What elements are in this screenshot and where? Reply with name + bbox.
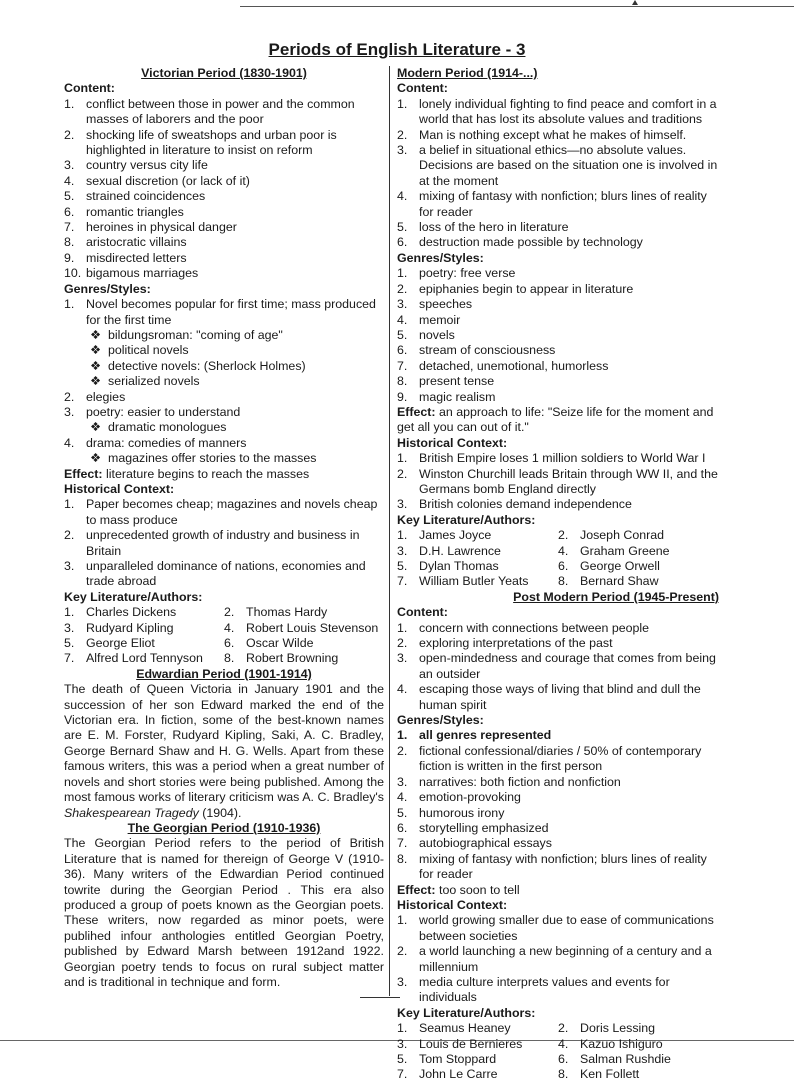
- list-item: 2. elegies: [64, 389, 126, 404]
- item-number: 8.: [397, 851, 408, 866]
- item-text: sexual discretion (or lack of it): [86, 173, 250, 188]
- list-item: [397, 1021, 558, 1036]
- item-number: 5.: [64, 189, 75, 204]
- modern-genres-label: Genres/Styles:: [397, 250, 484, 265]
- bullet-text: dramatic monologues: [108, 420, 227, 435]
- item-text: memoir: [419, 312, 461, 327]
- diamond-bullet-icon: ❖: [90, 343, 102, 358]
- list-item: [397, 1052, 558, 1067]
- list-item: [397, 775, 719, 790]
- item-text: emotion-provoking: [419, 790, 521, 805]
- list-item: [397, 621, 719, 636]
- item-text: detached, unemotional, humorless: [419, 358, 609, 373]
- list-item: 3. poetry: easier to understand: [64, 404, 241, 419]
- item-text: poetry: free verse: [419, 266, 516, 281]
- list-item: [397, 313, 719, 328]
- list-item: [64, 235, 384, 250]
- top-tick-mark: [632, 0, 638, 5]
- list-item: [397, 821, 719, 836]
- item-number: 4.: [397, 189, 408, 204]
- list-item: [64, 189, 384, 204]
- edwardian-heading: Edwardian Period (1901-1914): [136, 666, 312, 681]
- bullet-text: serialized novels: [108, 374, 200, 389]
- item-number: 1.: [397, 96, 408, 111]
- list-item: [397, 682, 719, 713]
- item-text: Robert Louis Stevenson: [246, 620, 379, 635]
- list-item: [397, 497, 719, 512]
- item-number: 2.: [558, 528, 569, 543]
- victorian-content-label: Content:: [64, 81, 115, 96]
- item-text: Joseph Conrad: [580, 528, 665, 543]
- item-number: 2.: [397, 281, 408, 296]
- item-number: 6.: [64, 204, 75, 219]
- item-number: 5.: [397, 559, 408, 573]
- item-number: 3.: [64, 559, 75, 573]
- item-number: 6.: [558, 1052, 569, 1066]
- list-item: [397, 636, 719, 651]
- item-number: 2.: [397, 127, 408, 142]
- list-item: [397, 544, 558, 559]
- list-item: [64, 128, 384, 159]
- item-number: 8.: [558, 574, 569, 589]
- list-item: [397, 266, 719, 281]
- modern-history-label: Historical Context:: [397, 435, 508, 450]
- postmodern-genres-label: Genres/Styles:: [397, 713, 484, 728]
- item-number: 3.: [397, 297, 408, 312]
- list-item: [397, 328, 719, 343]
- item-text: British colonies demand independence: [419, 497, 632, 512]
- item-text: conflict between those in power and the common masses of laborers and the poor: [86, 96, 355, 127]
- list-item: [397, 975, 719, 1006]
- item-text: exploring interpretations of the past: [419, 636, 613, 651]
- list-item: [558, 528, 719, 543]
- list-item: 1. Novel becomes popular for first time; mass produced for the first time: [64, 297, 376, 327]
- list-item: [397, 282, 719, 297]
- item-number: 10.: [64, 266, 82, 281]
- item-number: 4.: [558, 543, 569, 558]
- diamond-bullet-icon: ❖: [90, 358, 102, 373]
- georgian-heading: The Georgian Period (1910-1936): [127, 820, 321, 835]
- item-text: Dylan Thomas: [419, 559, 499, 573]
- postmodern-content-list: [397, 621, 719, 713]
- modern-content-label: Content:: [397, 81, 448, 96]
- list-item: [64, 174, 384, 189]
- item-number: 8.: [397, 374, 408, 389]
- georgian-paragraph: The Georgian Period refers to the period of British Literature that is named for thereign of George V (1910-36). Many writers of the Edwardian Period continued towrite during the Georgian Period . This era also produced a group of poets known as the Georgian poets. These writers, now regarded as minor poets, were publihed infour anthologies entitled Georgian Poetry, published by Edward Marsh between 1912and 1922. Georgian poetry tends to focus on rural subject matter and is traditional in technique and form.: [64, 836, 384, 989]
- item-text: Louis de Bernieres: [419, 1036, 523, 1051]
- bullet-text: detective novels: (Sherlock Holmes): [108, 358, 306, 373]
- item-number: 7.: [64, 651, 75, 666]
- item-text: Seamus Heaney: [419, 1021, 511, 1036]
- postmodern-authors-label: Key Literature/Authors:: [397, 1005, 536, 1020]
- list-item: [558, 574, 719, 589]
- bullet-item: [64, 451, 384, 466]
- item-number: 1.: [397, 451, 408, 466]
- diamond-bullet-icon: ❖: [90, 420, 102, 435]
- item-text: novels: [419, 327, 455, 342]
- postmodern-heading: Post Modern Period (1945-Present): [513, 589, 719, 604]
- book-title: Shakespearean Tragedy: [64, 805, 199, 820]
- diamond-bullet-icon: ❖: [90, 327, 102, 342]
- item-text: present tense: [419, 374, 495, 389]
- list-item: [397, 390, 719, 405]
- list-item: [397, 651, 719, 682]
- item-number: 6.: [224, 636, 235, 651]
- list-item: [64, 528, 384, 559]
- item-text: Paper becomes cheap; magazines and novels cheap to mass produce: [86, 497, 378, 527]
- item-text: stream of consciousness: [419, 343, 556, 358]
- item-number: 9.: [397, 389, 408, 404]
- item-number: 1.: [397, 620, 408, 635]
- postmodern-authors-grid: [397, 1021, 719, 1083]
- list-item: [397, 790, 719, 805]
- item-text: James Joyce: [419, 528, 492, 543]
- list-item: [64, 158, 384, 173]
- item-text: a belief in situational ethics—no absolute values. Decisions are based on the situation one is involved in at the moment: [419, 143, 718, 188]
- item-number: 8.: [64, 235, 75, 250]
- victorian-history-list: [64, 497, 384, 589]
- item-text: Doris Lessing: [580, 1021, 656, 1036]
- item-number: 6.: [558, 559, 569, 573]
- postmodern-genres-list: [397, 744, 719, 883]
- item-number: 2.: [64, 127, 75, 142]
- list-item: [397, 806, 719, 821]
- item-number: 2.: [64, 528, 75, 543]
- item-number: 3.: [397, 974, 408, 989]
- list-item: [224, 605, 384, 620]
- victorian-g4-bullets: [64, 451, 384, 466]
- item-text: media culture interprets values and events for individuals: [419, 974, 670, 1005]
- item-number: 2.: [397, 944, 408, 959]
- item-number: 5.: [397, 220, 408, 235]
- item-number: 4.: [397, 312, 408, 327]
- victorian-effect: Effect: literature begins to reach the masses: [64, 466, 310, 481]
- victorian-g1-bullets: [64, 328, 384, 390]
- right-column: [397, 66, 719, 1083]
- postmodern-history-label: Historical Context:: [397, 897, 508, 912]
- list-item: [397, 559, 558, 574]
- item-text: William Butler Yeats: [419, 574, 529, 589]
- item-number: 6.: [397, 820, 408, 835]
- bullet-item: [64, 328, 384, 343]
- item-text: lonely individual fighting to find peace and comfort in a world that has lost its absolute values and traditions: [419, 96, 717, 127]
- list-item: [64, 651, 224, 666]
- item-text: world growing smaller due to ease of communications between societies: [419, 913, 714, 943]
- item-number: 2.: [397, 466, 408, 481]
- item-text: heroines in physical danger: [86, 220, 237, 235]
- item-text: British Empire loses 1 million soldiers to World War I: [419, 451, 706, 466]
- list-item: [64, 97, 384, 128]
- list-item: [558, 1037, 719, 1052]
- item-number: 1.: [397, 913, 408, 928]
- item-number: 4.: [64, 173, 75, 188]
- item-text: a world launching a new beginning of a century and a millennium: [419, 944, 712, 974]
- item-text: Kazuo Ishiguro: [580, 1036, 663, 1051]
- edwardian-paragraph: The death of Queen Victoria in January 1901 and the succession of her son Edward marked the end of the Victorian era. In fiction, some of the best-known names are E. M. Forster, Rudyard Kipling, Saki, A. C. Bradley, George Bernard Shaw and H. G. Wells. Apart from these famous writers, this was a period when a great number of novels and short stories were being published. Among the most famous works of literary criticism was A. C. Bradley's Shakespearean Tragedy (1904).: [64, 682, 384, 820]
- item-text: Rudyard Kipling: [86, 620, 174, 635]
- list-item: [397, 451, 719, 466]
- item-text: loss of the hero in literature: [419, 220, 569, 235]
- item-text: fictional confessional/diaries / 50% of contemporary fiction is written in the first person: [419, 743, 702, 774]
- bullet-item: [64, 374, 384, 389]
- list-item: [397, 297, 719, 312]
- item-number: 6.: [397, 235, 408, 250]
- item-number: 8.: [558, 1067, 569, 1082]
- item-text: Alfred Lord Tennyson: [86, 651, 203, 666]
- list-item: [397, 143, 719, 189]
- bullet-text: magazines offer stories to the masses: [108, 451, 317, 466]
- item-number: 5.: [397, 327, 408, 342]
- list-item: [224, 651, 384, 666]
- list-item: [397, 744, 719, 775]
- item-number: 7.: [397, 574, 408, 589]
- bullet-text: political novels: [108, 343, 189, 358]
- item-number: 2.: [397, 743, 408, 758]
- item-number: 2.: [558, 1021, 569, 1036]
- item-number: 3.: [397, 651, 408, 666]
- item-text: Ken Follett: [580, 1067, 640, 1082]
- postmodern-history-list: [397, 913, 719, 1005]
- item-text: concern with connections between people: [419, 620, 650, 635]
- list-item: [397, 528, 558, 543]
- diamond-bullet-icon: ❖: [90, 374, 102, 389]
- item-text: autobiographical essays: [419, 836, 552, 851]
- item-number: 3.: [64, 158, 75, 173]
- page-title: Periods of English Literature - 3: [268, 40, 526, 59]
- modern-authors-grid: [397, 528, 719, 590]
- list-item: [397, 913, 719, 944]
- item-number: 4.: [558, 1036, 569, 1051]
- item-number: 1.: [64, 96, 75, 111]
- item-text: D.H. Lawrence: [419, 543, 501, 558]
- item-number: 1.: [397, 528, 408, 543]
- item-text: Salman Rushdie: [580, 1052, 671, 1066]
- list-item: [64, 636, 224, 651]
- diamond-bullet-icon: ❖: [90, 451, 102, 466]
- list-item: [64, 266, 384, 281]
- top-rule: [240, 6, 794, 7]
- item-number: 3.: [397, 543, 408, 558]
- item-text: escaping those ways of living that blind and dull the human spirit: [419, 682, 701, 712]
- item-text: unparalleled dominance of nations, economies and trade abroad: [86, 559, 366, 589]
- postmodern-effect: Effect: too soon to tell: [397, 882, 520, 897]
- item-number: 3.: [397, 1036, 408, 1051]
- victorian-content-list: [64, 97, 384, 282]
- list-item: [397, 128, 719, 143]
- list-item: [397, 374, 719, 389]
- modern-heading: Modern Period (1914-...): [397, 66, 538, 80]
- item-text: George Eliot: [86, 636, 155, 651]
- item-text: mixing of fantasy with nonfiction; blurs lines of reality for reader: [419, 189, 707, 219]
- item-text: storytelling emphasized: [419, 820, 549, 835]
- item-number: 4.: [224, 620, 235, 635]
- item-text: Tom Stoppard: [419, 1052, 497, 1066]
- item-text: bigamous marriages: [86, 266, 199, 281]
- left-column: [64, 66, 384, 990]
- item-text: Winston Churchill leads Britain through WW II, and the Germans bomb England directly: [419, 466, 718, 496]
- item-text: Robert Browning: [246, 651, 339, 666]
- item-text: George Orwell: [580, 559, 660, 573]
- item-number: 5.: [64, 636, 75, 651]
- list-item: [64, 497, 384, 528]
- item-text: aristocratic villains: [86, 235, 187, 250]
- list-item: [64, 205, 384, 220]
- modern-authors-label: Key Literature/Authors:: [397, 512, 536, 527]
- item-text: speeches: [419, 297, 473, 312]
- bullet-text: bildungsroman: "coming of age": [108, 327, 283, 342]
- item-text: unprecedented growth of industry and business in Britain: [86, 528, 360, 558]
- list-item: [397, 836, 719, 851]
- list-item: [558, 1052, 719, 1067]
- item-number: 9.: [64, 250, 75, 265]
- modern-history-list: [397, 451, 719, 513]
- list-item: [64, 559, 384, 590]
- item-text: misdirected letters: [86, 250, 187, 265]
- item-number: 3.: [397, 774, 408, 789]
- item-number: 2.: [397, 636, 408, 651]
- modern-effect: Effect: an approach to life: "Seize life for the moment and get all you can out of it.": [397, 404, 714, 435]
- list-item: [397, 220, 719, 235]
- item-number: 3.: [397, 143, 408, 158]
- item-text: epiphanies begin to appear in literature: [419, 281, 634, 296]
- list-item: [397, 574, 558, 589]
- bullet-item: [64, 343, 384, 358]
- victorian-history-label: Historical Context:: [64, 481, 175, 496]
- item-number: 1.: [397, 1021, 408, 1036]
- item-number: 7.: [397, 836, 408, 851]
- list-item: [64, 220, 384, 235]
- list-item: [558, 1067, 719, 1082]
- item-text: Oscar Wilde: [246, 636, 314, 651]
- item-text: mixing of fantasy with nonfiction; blurs lines of reality for reader: [419, 851, 707, 882]
- item-text: destruction made possible by technology: [419, 235, 643, 250]
- list-item: [64, 251, 384, 266]
- list-item: [397, 944, 719, 975]
- item-number: 7.: [397, 358, 408, 373]
- item-text: John Le Carre: [419, 1067, 498, 1082]
- victorian-heading: Victorian Period (1830-1901): [141, 66, 307, 80]
- item-text: Thomas Hardy: [246, 605, 328, 620]
- item-number: 1.: [397, 266, 408, 281]
- item-number: 1.: [64, 497, 75, 512]
- list-item: [224, 636, 384, 651]
- item-number: 4.: [397, 682, 408, 697]
- item-text: Bernard Shaw: [580, 574, 659, 589]
- item-number: 4.: [397, 790, 408, 805]
- item-text: Graham Greene: [580, 543, 670, 558]
- item-number: 7.: [397, 1067, 408, 1082]
- list-item: [397, 343, 719, 358]
- list-item: [558, 544, 719, 559]
- item-text: shocking life of sweatshops and urban poor is highlighted in literature to insist on reform: [86, 127, 337, 158]
- list-item: [397, 359, 719, 374]
- item-text: humorous irony: [419, 805, 505, 820]
- item-number: 5.: [397, 805, 408, 820]
- item-text: magic realism: [419, 389, 496, 404]
- bottom-rule-short: [360, 997, 400, 998]
- item-number: 2.: [224, 605, 235, 620]
- list-item: 4. drama: comedies of manners: [64, 435, 247, 450]
- modern-content-list: [397, 97, 719, 251]
- victorian-genres-label: Genres/Styles:: [64, 281, 151, 296]
- list-item: [64, 621, 224, 636]
- item-text: strained coincidences: [86, 189, 206, 204]
- list-item: [397, 235, 719, 250]
- list-item: [397, 852, 719, 883]
- modern-genres-list: [397, 266, 719, 405]
- list-item: [397, 467, 719, 498]
- item-text: open-mindedness and courage that comes from being an outsider: [419, 651, 716, 681]
- victorian-authors-grid: [64, 605, 384, 667]
- item-number: 6.: [397, 343, 408, 358]
- item-number: 3.: [64, 620, 75, 635]
- list-item: 1. all genres represented: [397, 728, 552, 743]
- list-item: [397, 1037, 558, 1052]
- item-number: 7.: [64, 220, 75, 235]
- bullet-item: [64, 420, 384, 435]
- item-number: 5.: [397, 1052, 408, 1066]
- list-item: [397, 97, 719, 128]
- item-number: 1.: [64, 605, 75, 620]
- column-divider: [389, 66, 390, 996]
- victorian-authors-label: Key Literature/Authors:: [64, 589, 203, 604]
- item-text: Charles Dickens: [86, 605, 177, 620]
- item-number: 8.: [224, 651, 235, 666]
- item-text: Man is nothing except what he makes of himself.: [419, 127, 687, 142]
- list-item: [558, 559, 719, 574]
- bullet-item: [64, 359, 384, 374]
- list-item: [558, 1021, 719, 1036]
- item-text: narratives: both fiction and nonfiction: [419, 774, 621, 789]
- victorian-g3-bullets: [64, 420, 384, 435]
- list-item: [64, 605, 224, 620]
- list-item: [224, 621, 384, 636]
- item-text: country versus city life: [86, 158, 208, 173]
- item-text: romantic triangles: [86, 204, 184, 219]
- list-item: [397, 189, 719, 220]
- postmodern-content-label: Content:: [397, 605, 448, 620]
- item-number: 3.: [397, 497, 408, 512]
- list-item: [397, 1067, 558, 1082]
